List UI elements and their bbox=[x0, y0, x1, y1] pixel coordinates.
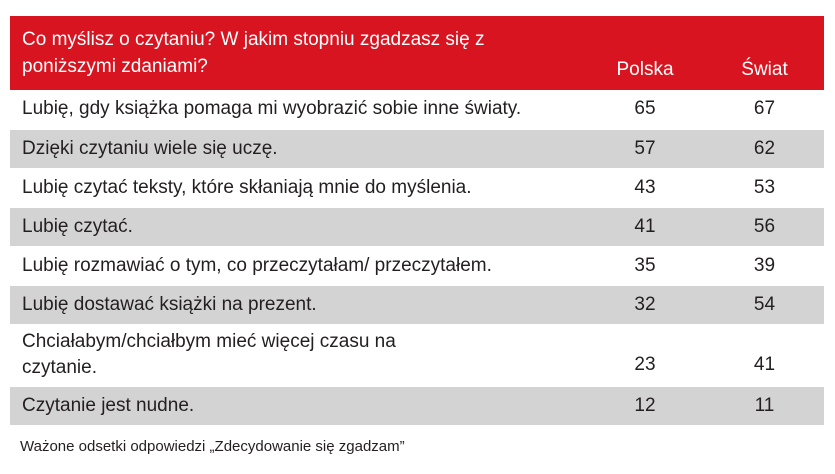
table-row bbox=[10, 90, 824, 130]
table-row bbox=[10, 247, 824, 286]
value-polska: 35 bbox=[634, 255, 656, 276]
row-label: Lubię rozmawiać o tym, co przeczytałam/ przeczytałem. bbox=[22, 255, 492, 276]
table-header bbox=[10, 16, 824, 90]
value-swiat: 56 bbox=[753, 216, 776, 237]
table-row bbox=[10, 286, 824, 325]
row-label: Lubię czytać teksty, które skłaniają mnie do myślenia. bbox=[22, 177, 472, 198]
column-header-swiat: Świat bbox=[741, 59, 788, 80]
table-row bbox=[10, 208, 824, 247]
value-polska: 57 bbox=[634, 138, 656, 159]
value-polska: 23 bbox=[634, 354, 656, 375]
row-label: Czytanie jest nudne. bbox=[22, 395, 195, 416]
row-label: Lubię dostawać książki na prezent. bbox=[22, 294, 317, 315]
table-row bbox=[10, 130, 824, 169]
table-body bbox=[10, 90, 824, 426]
column-header-polska: Polska bbox=[616, 59, 674, 80]
value-swiat: 39 bbox=[753, 255, 776, 276]
value-polska: 65 bbox=[634, 98, 656, 119]
footnote: Ważone odsetki odpowiedzi „Zdecydowanie się zgadzam” bbox=[20, 438, 405, 455]
table-row bbox=[10, 387, 824, 426]
table-row bbox=[10, 325, 824, 387]
table-row bbox=[10, 169, 824, 208]
value-polska: 12 bbox=[634, 395, 656, 416]
value-swiat: 54 bbox=[753, 294, 776, 315]
row-label: Lubię, gdy książka pomaga mi wyobrazić sobie inne światy. bbox=[22, 98, 522, 119]
value-swiat: 53 bbox=[753, 177, 776, 198]
survey-table bbox=[10, 16, 824, 426]
value-swiat: 41 bbox=[753, 354, 776, 375]
value-swiat: 67 bbox=[753, 98, 776, 119]
value-polska: 32 bbox=[634, 294, 656, 315]
row-label: Dzięki czytaniu wiele się uczę. bbox=[22, 138, 278, 159]
value-swiat: 11 bbox=[754, 395, 775, 416]
value-polska: 43 bbox=[634, 177, 656, 198]
value-polska: 41 bbox=[634, 216, 656, 237]
row-label: Chciałabym/chciałbym mieć więcej czasu na czytanie. bbox=[22, 331, 396, 378]
row-label: Lubię czytać. bbox=[22, 216, 133, 237]
value-swiat: 62 bbox=[753, 138, 776, 159]
header-question: Co myślisz o czytaniu? W jakim stopniu zgadzasz się z poniższymi zdaniami? bbox=[22, 29, 485, 77]
